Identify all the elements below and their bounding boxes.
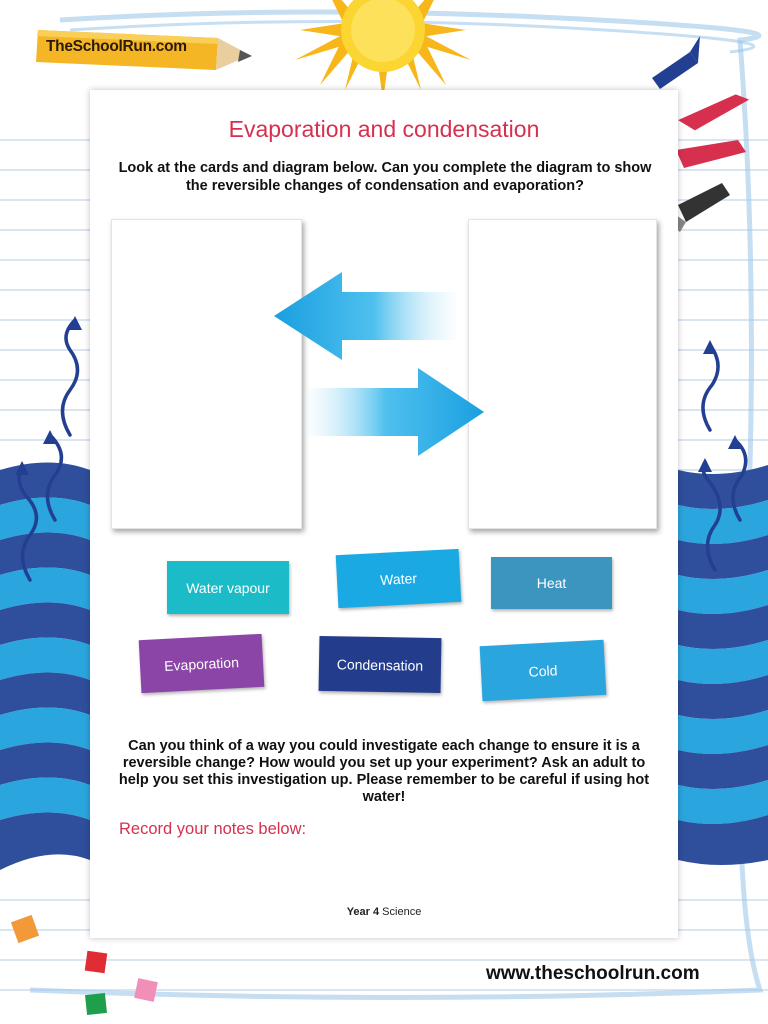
card-water[interactable] (336, 549, 462, 608)
footer-year: Year 4 (346, 906, 380, 918)
left-arrow (274, 272, 456, 360)
card-label: Cold (528, 661, 558, 680)
card-label: Water (379, 569, 418, 588)
footer-label (90, 906, 678, 918)
card-water-vapour[interactable] (167, 561, 289, 614)
reversible-change-arrows (270, 268, 490, 460)
card-condensation[interactable] (319, 636, 442, 693)
instructions: Look at the cards and diagram below. Can you complete the diagram to show the reversible changes of condensation and evaporation? (118, 160, 652, 194)
card-cold[interactable] (480, 640, 607, 701)
investigation-question: Can you think of a way you could investigate each change to ensure it is a reversible change? How would you set up your experiment? Ask an adult to help you set this investigation up. Please remember to be careful if using hot water! (118, 738, 650, 805)
card-label: Evaporation (163, 653, 240, 674)
card-label: Condensation (336, 655, 424, 674)
card-evaporation[interactable] (139, 634, 265, 693)
card-heat[interactable] (491, 557, 612, 609)
right-arrow (306, 368, 484, 456)
card-label: Water vapour (186, 579, 270, 596)
record-notes-label: Record your notes below: (119, 820, 307, 838)
site-logo[interactable] (46, 38, 196, 60)
blank-diagram-card-right[interactable] (468, 219, 657, 529)
website-url[interactable]: www.theschoolrun.com (486, 963, 700, 984)
logo-text: TheSchoolRun.com (46, 38, 187, 55)
card-label: Heat (536, 575, 567, 591)
page-title: Evaporation and condensation (228, 116, 540, 142)
footer-subject: Science (382, 906, 422, 918)
